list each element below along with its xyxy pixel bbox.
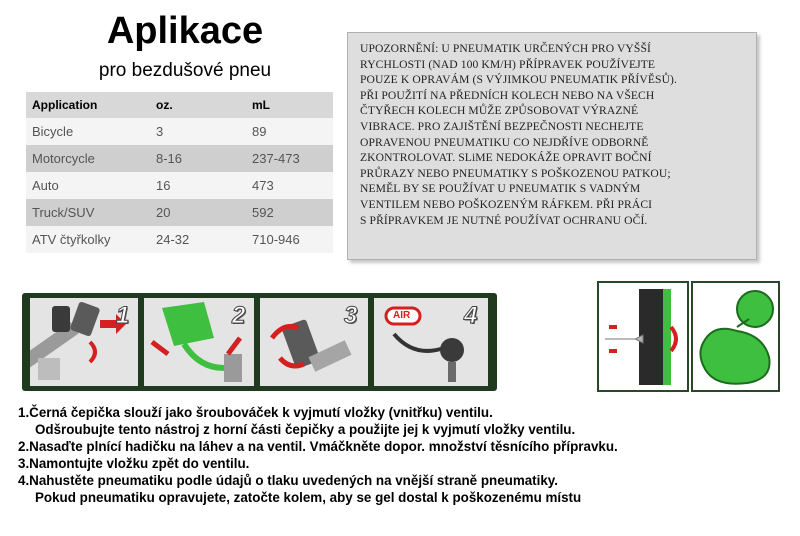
gel-blob-illustration [693, 283, 778, 390]
warning-line: UPOZORNĚNÍ: U PNEUMATIK URČENÝCH PRO VYŠŠÍ [360, 42, 651, 55]
cell-oz: 3 [150, 118, 246, 145]
step-number-2: 2 [232, 302, 246, 329]
warning-box [347, 32, 757, 260]
warning-line: ČTYŘECH KOLECH MŮŽE ZPŮSOBOVAT VÝRAZNÉ [360, 104, 639, 118]
step-4-panel [374, 298, 488, 386]
cell-oz: 8-16 [150, 145, 246, 172]
tire-cross-section-frame [597, 281, 689, 392]
cell-ml: 473 [246, 172, 333, 199]
instruction-line: Odšroubujte tento nástroj z horní části čepičky a použijte jej k vyjmutí vložky ventilu. [35, 422, 576, 437]
warning-line: PRŮRAZY NEBO PNEUMATIKY S POŠKOZENOU PATKOU; [360, 166, 671, 180]
warning-line: OPRAVENOU PNEUMATIKU CO NEJDŘÍVE ODBORNĚ [360, 135, 649, 149]
step-number-4: 4 [464, 302, 478, 329]
steps-illustration-strip [22, 293, 497, 391]
cell-oz: 16 [150, 172, 246, 199]
page-title: Aplikace [106, 10, 264, 52]
cell-ml: 89 [246, 118, 333, 145]
tire-puncture-illustration [599, 283, 687, 390]
cell-ml: 592 [246, 199, 333, 226]
page-subtitle: pro bezdušové pneu [98, 60, 272, 81]
column-header-application: Application [26, 92, 150, 118]
step-number-1: 1 [116, 302, 130, 329]
cell-application: Truck/SUV [26, 199, 150, 226]
instruction-line: 4.Nahustěte pneumatiku podle údajů o tlaku uvedených na vnější straně pneumatiky. [18, 473, 558, 488]
warning-line: VIBRACE. PRO ZAJIŠTĚNÍ BEZPEČNOSTI NECHEJTE [360, 119, 644, 133]
warning-line: NEMĚL BY SE POUŽÍVAT U PNEUMATIK S VADNÝM [360, 182, 641, 196]
air-label: AIR [393, 310, 411, 321]
warning-line: ZKONTROLOVAT. SLiME NEDOKÁŽE OPRAVIT BOČNÍ [360, 151, 652, 165]
cell-application: Auto [26, 172, 150, 199]
application-table [26, 92, 333, 253]
warning-line: PŘI POUŽITÍ NA PŘEDNÍCH KOLECH NEBO NA VŠECH [360, 88, 655, 102]
warning-line: POUZE K OPRAVÁM (S VÝJIMKOU PNEUMATIK PŘÍVĚSŮ). [360, 73, 678, 87]
step-1-panel [30, 298, 138, 386]
step-3-panel [260, 298, 368, 386]
step-2-panel [144, 298, 254, 386]
step-number-3: 3 [344, 302, 358, 329]
instruction-line: Pokud pneumatiku opravujete, zatočte kolem, aby se gel dostal k poškozenému místu [35, 490, 582, 505]
column-header-oz: oz. [150, 92, 246, 118]
cell-oz: 24-32 [150, 226, 246, 253]
cell-oz: 20 [150, 199, 246, 226]
column-header-ml: mL [246, 92, 333, 118]
sealant-action-illustration [597, 281, 780, 396]
warning-line: S PŘÍPRAVKEM JE NUTNÉ POUŽÍVAT OCHRANU OČÍ. [360, 213, 648, 227]
instruction-line: 1.Černá čepička slouží jako šroubováček k vyjmutí vložky (vnitřku) ventilu. [18, 405, 493, 420]
table-header-row [26, 92, 333, 118]
instructions-list [18, 404, 798, 506]
table-row [26, 199, 333, 226]
gel-sealing-frame [691, 281, 780, 392]
warning-line: VENTILEM NEBO POŠKOZENÝM RÁFKEM. PŘI PRÁCI [360, 197, 653, 211]
cell-ml: 237-473 [246, 145, 333, 172]
table-row [26, 226, 333, 253]
warning-line: RYCHLOSTI (NAD 100 KM/H) PŘÍPRAVEK POUŽÍVEJTE [360, 57, 656, 71]
table-row [26, 118, 333, 145]
table-row [26, 145, 333, 172]
cell-application: ATV čtyřkolky [26, 226, 150, 253]
cell-ml: 710-946 [246, 226, 333, 253]
table-row [26, 172, 333, 199]
instruction-line: 2.Nasaďte plnící hadičku na láhev a na ventil. Vmáčkněte dopor. množství těsnícího přípravku. [18, 439, 618, 454]
instruction-line: 3.Namontujte vložku zpět do ventilu. [18, 456, 250, 471]
cell-application: Motorcycle [26, 145, 150, 172]
cell-application: Bicycle [26, 118, 150, 145]
